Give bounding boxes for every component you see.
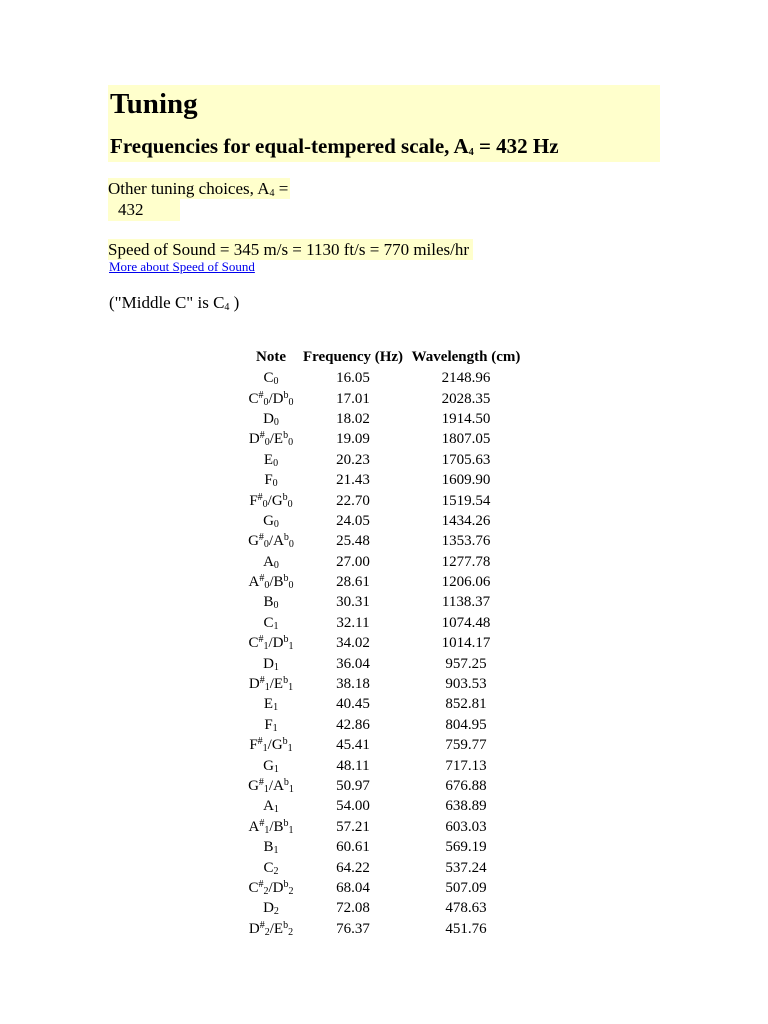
table-row [243, 409, 525, 429]
table-row [243, 674, 525, 694]
table-row [243, 857, 525, 877]
frequency-cell: 60.61 [336, 839, 370, 856]
table-row [243, 755, 525, 775]
frequency-cell: 76.37 [336, 920, 370, 937]
note-cell: $B_0$ [263, 594, 279, 612]
note-cell: $G^{\#}_1/A^b_1$ [248, 777, 294, 795]
middle-c-subscript: 4 [224, 302, 230, 313]
frequency-cell: 45.41 [336, 737, 370, 754]
frequency-cell: 48.11 [336, 757, 370, 774]
table-row [243, 898, 525, 918]
note-cell: $D^{\#}_1/E^b_1$ [248, 675, 294, 694]
frequency-cell: 20.23 [336, 451, 370, 468]
table-row [243, 653, 525, 673]
note-cell: $C^{\#}_0/D^b_0$ [248, 389, 294, 408]
frequency-cell: 42.86 [336, 716, 370, 733]
note-cell: $D_1$ [263, 655, 279, 673]
wavelength-cell: 804.95 [445, 716, 487, 733]
table-row [243, 572, 525, 592]
subtitle-suffix: = 432 Hz [473, 134, 559, 158]
header-wavelength: Wavelength (cm) [411, 348, 521, 365]
table-row [243, 878, 525, 898]
note-cell: $G^{\#}_0/A^b_0$ [248, 532, 294, 551]
speed-of-sound-link[interactable]: More about Speed of Sound [109, 259, 255, 274]
frequency-cell: 27.00 [336, 553, 370, 570]
middle-c-prefix: ("Middle C" is C [109, 293, 225, 312]
wavelength-cell: 1705.63 [441, 451, 491, 468]
middle-c-note [109, 292, 239, 313]
frequency-cell: 28.61 [336, 574, 370, 591]
wavelength-cell: 1074.48 [441, 614, 491, 631]
speed-of-sound-text: Speed of Sound = 345 m/s = 1130 ft/s = 770 miles/hr [108, 239, 473, 260]
note-cell: $A_1$ [263, 798, 279, 816]
note-cell: $E_0$ [263, 451, 279, 469]
frequency-cell: 18.02 [336, 410, 370, 427]
note-cell: $F_1$ [264, 716, 278, 734]
wavelength-cell: 507.09 [445, 879, 487, 896]
wavelength-cell: 638.89 [445, 798, 487, 815]
subtitle-subscript: 4 [468, 147, 474, 158]
frequency-cell: 40.45 [336, 696, 370, 713]
wavelength-cell: 1807.05 [441, 431, 491, 448]
wavelength-cell: 1138.37 [441, 594, 491, 611]
wavelength-cell: 903.53 [445, 676, 487, 693]
note-cell: $E_1$ [263, 696, 279, 714]
table-row [243, 735, 525, 755]
note-cell: $D_2$ [263, 900, 279, 918]
frequency-cell: 54.00 [336, 798, 370, 815]
table-row [243, 368, 525, 388]
note-cell: $F^{\#}_1/G^b_1$ [249, 736, 293, 755]
note-cell: $C_1$ [263, 614, 279, 632]
frequency-cell: 68.04 [336, 879, 370, 896]
frequency-cell: 22.70 [336, 492, 370, 509]
frequency-cell: 64.22 [336, 859, 370, 876]
table-row [243, 776, 525, 796]
wavelength-cell: 1014.17 [441, 635, 491, 652]
frequency-cell: 34.02 [336, 635, 370, 652]
wavelength-cell: 1206.06 [441, 574, 491, 591]
table-row [243, 429, 525, 449]
frequency-cell: 21.43 [336, 472, 370, 489]
note-cell: $D^{\#}_0/E^b_0$ [248, 430, 294, 449]
note-cell: $B_1$ [263, 839, 279, 857]
wavelength-cell: 717.13 [445, 757, 487, 774]
table-row [243, 796, 525, 816]
tuning-label [108, 178, 290, 199]
frequency-cell: 25.48 [336, 533, 370, 550]
tuning-label-subscript: 4 [269, 188, 275, 199]
wavelength-cell: 1519.54 [441, 492, 491, 509]
table-row [243, 592, 525, 612]
note-cell: $G_0$ [263, 512, 279, 530]
wavelength-cell: 603.03 [445, 818, 487, 835]
frequency-cell: 32.11 [336, 614, 370, 631]
tuning-label-suffix: = [274, 179, 289, 198]
table-row [243, 470, 525, 490]
note-cell: $F_0$ [264, 472, 278, 490]
header-frequency: Frequency (Hz) [302, 348, 404, 365]
table-row [243, 490, 525, 510]
subtitle-prefix: Frequencies for equal-tempered scale, A [110, 134, 469, 158]
frequency-cell: 19.09 [336, 431, 370, 448]
header-note: Note [256, 348, 286, 365]
frequency-cell: 16.05 [336, 370, 370, 387]
subtitle [110, 132, 559, 160]
table-header-row [243, 346, 525, 368]
frequency-cell: 50.97 [336, 778, 370, 794]
page-title: Tuning [110, 88, 198, 120]
table-row [243, 450, 525, 470]
wavelength-cell: 1434.26 [441, 512, 491, 529]
wavelength-cell: 2028.35 [441, 390, 491, 407]
table-row [243, 817, 525, 837]
table-row [243, 715, 525, 735]
title-block [108, 85, 660, 162]
middle-c-suffix: ) [229, 293, 240, 312]
note-cell: $C_0$ [263, 370, 279, 388]
table-row [243, 837, 525, 857]
note-cell: $D_0$ [263, 410, 279, 428]
table-row [243, 552, 525, 572]
table-row [243, 613, 525, 633]
table-body [243, 368, 525, 939]
wavelength-cell: 1353.76 [441, 533, 491, 550]
wavelength-cell: 1609.90 [441, 472, 491, 489]
wavelength-cell: 451.76 [445, 920, 487, 937]
frequency-cell: 24.05 [336, 512, 370, 529]
note-cell: $G_1$ [263, 757, 279, 775]
note-cell: $C^{\#}_1/D^b_1$ [248, 634, 294, 653]
wavelength-cell: 676.88 [445, 778, 487, 794]
table-row [243, 694, 525, 714]
table-row [243, 633, 525, 653]
wavelength-cell: 759.77 [445, 737, 487, 754]
wavelength-cell: 569.19 [445, 839, 487, 856]
wavelength-cell: 537.24 [445, 859, 487, 876]
frequency-cell: 57.21 [336, 818, 370, 835]
tuning-value-input[interactable]: 432 [108, 199, 180, 221]
note-cell: $A_0$ [263, 553, 279, 571]
note-cell: $A^{\#}_1/B^b_1$ [248, 817, 294, 836]
wavelength-cell: 478.63 [445, 900, 487, 917]
frequency-cell: 38.18 [336, 676, 370, 693]
wavelength-cell: 957.25 [445, 655, 487, 672]
frequency-cell: 72.08 [336, 900, 370, 917]
table-row [243, 531, 525, 551]
note-cell: $D^{\#}_2/E^b_2$ [248, 919, 294, 938]
tuning-label-prefix: Other tuning choices, A [108, 179, 270, 198]
wavelength-cell: 2148.96 [441, 370, 491, 387]
table-row [243, 511, 525, 531]
note-cell: $C_2$ [263, 859, 279, 877]
wavelength-cell: 1277.78 [441, 553, 491, 570]
frequency-cell: 17.01 [336, 390, 370, 407]
note-cell: $C^{\#}_2/D^b_2$ [248, 878, 294, 897]
table-row [243, 919, 525, 939]
frequency-table [243, 346, 525, 939]
table-row [243, 388, 525, 408]
frequency-cell: 36.04 [336, 655, 370, 672]
wavelength-cell: 1914.50 [441, 410, 491, 427]
wavelength-cell: 852.81 [445, 696, 487, 713]
frequency-cell: 30.31 [336, 594, 370, 611]
note-cell: $F^{\#}_0/G^b_0$ [249, 491, 293, 510]
note-cell: $A^{\#}_0/B^b_0$ [248, 573, 294, 592]
